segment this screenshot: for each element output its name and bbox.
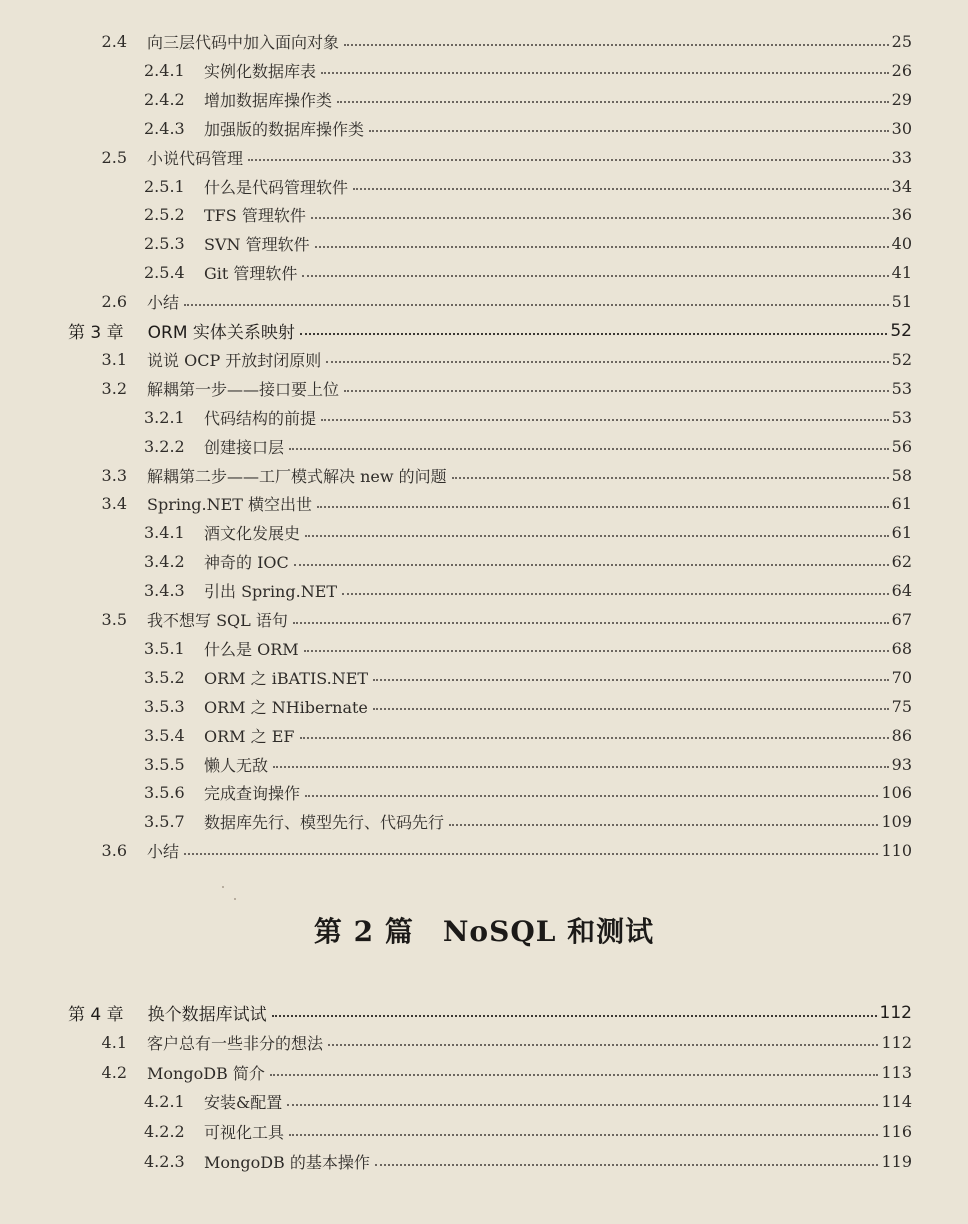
toc-entry-title: 酒文化发展史 — [204, 524, 301, 544]
toc-entry-title: ORM 之 NHibernate — [204, 697, 368, 717]
toc-entry — [0, 27, 912, 56]
toc-entry — [0, 200, 912, 229]
toc-entry-title: 创建接口层 — [204, 437, 285, 457]
toc-entry-number: 4.2.1 — [144, 1092, 185, 1112]
toc-entry-title: ORM 之 iBATIS.NET — [204, 668, 369, 688]
toc-entry-title: 懒人无敌 — [204, 755, 269, 775]
toc-entry-page: 41 — [891, 263, 912, 283]
toc-entry — [0, 547, 912, 576]
toc-entry-number: 第 3 章 — [68, 323, 124, 343]
toc-dot-leader — [270, 1074, 879, 1076]
toc-entry-page: 25 — [891, 32, 912, 51]
toc-entry-number: 3.3 — [101, 465, 127, 485]
toc-entry-page: 40 — [891, 234, 912, 254]
toc-entry-page: 116 — [881, 1122, 912, 1142]
toc-entry-number: 2.5.2 — [144, 205, 185, 225]
toc-entry-title: 什么是代码管理软件 — [204, 177, 349, 197]
toc-dot-leader — [287, 1104, 878, 1106]
toc-entry-number: 4.2.3 — [144, 1152, 185, 1171]
toc-dot-leader — [373, 679, 889, 681]
toc-entry-title: 什么是 ORM — [204, 639, 299, 659]
toc-dot-leader — [184, 304, 889, 306]
toc-entry-page: 114 — [881, 1092, 912, 1112]
toc-entry — [0, 518, 912, 547]
toc-entry-title: MongoDB 的基本操作 — [204, 1153, 370, 1172]
toc-entry — [0, 1147, 912, 1176]
toc-entry-number: 2.5.1 — [144, 176, 185, 196]
toc-entry-number: 3.5.2 — [144, 667, 185, 687]
toc-dot-leader — [328, 1044, 878, 1046]
toc-entry — [0, 778, 912, 807]
toc-entry — [0, 374, 912, 403]
toc-entry-page: 86 — [891, 725, 912, 745]
toc-entry-number: 3.4.1 — [144, 523, 185, 543]
toc-entry-page: 119 — [881, 1152, 912, 1171]
toc-entry-title: 加强版的数据库操作类 — [204, 119, 365, 139]
toc-dot-leader — [184, 853, 878, 855]
toc-entry-title: 安装&配置 — [204, 1093, 283, 1113]
toc-entry-page: 67 — [891, 610, 912, 629]
toc-entry-title: 可视化工具 — [204, 1123, 285, 1143]
toc-entry-title: SVN 管理软件 — [204, 235, 310, 255]
toc-dot-leader — [305, 795, 878, 797]
toc-chapter-entry — [0, 998, 912, 1027]
toc-dot-leader — [248, 159, 889, 161]
toc-dot-leader — [321, 72, 889, 74]
toc-entry-title: 向三层代码中加入面向对象 — [147, 33, 340, 52]
toc-dot-leader — [300, 333, 887, 335]
toc-entry-page: 51 — [891, 292, 912, 312]
toc-dot-leader — [302, 275, 888, 277]
toc-entry-number: 3.4.2 — [144, 552, 185, 572]
toc-dot-leader — [289, 448, 889, 450]
toc-entry-page: 52 — [891, 349, 912, 369]
toc-dot-leader — [353, 188, 889, 190]
toc-entry-number: 4.2.2 — [144, 1122, 185, 1142]
toc-chapter-entry — [0, 316, 912, 345]
toc-entry-page: 52 — [890, 320, 912, 341]
toc-entry — [0, 807, 912, 836]
toc-entry-page: 93 — [891, 754, 912, 774]
toc-entry-title: Spring.NET 横空出世 — [147, 495, 313, 515]
toc-entry — [0, 605, 912, 634]
toc-entry-title: ORM 之 EF — [204, 726, 295, 746]
toc-dot-leader — [344, 390, 889, 392]
toc-entry-number: 2.5.3 — [144, 234, 185, 254]
toc-dot-leader — [373, 708, 889, 710]
toc-entry-page: 112 — [881, 1032, 912, 1052]
toc-entry-page: 26 — [891, 60, 912, 80]
toc-entry-title: 小结 — [147, 842, 180, 862]
toc-entry-number: 3.5 — [101, 610, 127, 629]
toc-dot-leader — [300, 737, 889, 739]
toc-entry-page: 110 — [881, 841, 912, 861]
toc-entry — [0, 663, 912, 692]
toc-entry-number: 4.2 — [101, 1062, 127, 1082]
toc-entry — [0, 634, 912, 663]
toc-entry — [0, 692, 912, 721]
toc-entry-title: 说说 OCP 开放封闭原则 — [147, 350, 322, 370]
toc-entry-page: 61 — [891, 494, 912, 514]
toc-dot-leader — [321, 419, 889, 421]
toc-entry — [0, 836, 912, 865]
toc-entry-title: 我不想写 SQL 语句 — [147, 611, 288, 630]
toc-entry-number: 2.4.2 — [144, 89, 185, 109]
toc-entry — [0, 721, 912, 750]
toc-dot-leader — [326, 361, 888, 363]
toc-entry — [0, 114, 912, 143]
toc-entry-title: 引出 Spring.NET — [204, 582, 338, 602]
toc-entry-number: 2.4.3 — [144, 118, 185, 138]
toc-entry — [0, 461, 912, 490]
toc-entry — [0, 85, 912, 114]
toc-entry-page: 33 — [891, 147, 912, 167]
toc-dot-leader — [305, 535, 889, 537]
toc-entry-title: 增加数据库操作类 — [204, 90, 333, 110]
toc-entry-number: 3.2 — [101, 378, 127, 398]
toc-entry-number: 3.5.5 — [144, 754, 185, 774]
toc-entry-title: 换个数据库试试 — [147, 1005, 267, 1025]
toc-entry-page: 30 — [891, 118, 912, 138]
toc-entry-title: 完成查询操作 — [204, 784, 301, 804]
toc-entry-page: 68 — [891, 638, 912, 658]
toc-dot-leader — [344, 44, 889, 46]
toc-entry-page: 56 — [891, 436, 912, 456]
toc-entry-title: 神奇的 IOC — [204, 553, 289, 573]
toc-entry-title: Git 管理软件 — [204, 264, 298, 284]
toc-entry — [0, 403, 912, 432]
toc-dot-leader — [452, 477, 889, 479]
toc-entry-number: 3.5.3 — [144, 696, 185, 716]
toc-entry-title: 数据库先行、模型先行、代码先行 — [204, 813, 445, 833]
toc-entry — [0, 345, 912, 374]
toc-entry-page: 75 — [891, 696, 912, 716]
toc-entry-page: 58 — [891, 465, 912, 485]
toc-entry-title: 小说代码管理 — [147, 148, 244, 168]
toc-entry — [0, 1087, 912, 1116]
toc-entry-number: 第 4 章 — [68, 1005, 124, 1025]
toc-entry-page: 106 — [881, 783, 912, 803]
toc-entry-title: 小结 — [147, 293, 180, 313]
toc-entry-number: 2.4 — [101, 32, 127, 51]
toc-entry-title: 代码结构的前提 — [204, 408, 317, 428]
toc-entry — [0, 1117, 912, 1146]
toc-entry-page: 29 — [891, 89, 912, 109]
toc-entry — [0, 576, 912, 605]
toc-entry-page: 70 — [891, 667, 912, 687]
toc-entry-page: 53 — [891, 407, 912, 427]
toc-entry-number: 3.6 — [101, 841, 127, 861]
toc-entry-number: 3.5.4 — [144, 725, 185, 745]
toc-entry-page: 61 — [891, 523, 912, 543]
toc-entry-number: 3.2.1 — [144, 407, 185, 427]
toc-entry-number: 2.6 — [101, 292, 127, 312]
toc-entry-number: 3.5.6 — [144, 783, 185, 803]
toc-dot-leader — [293, 622, 889, 624]
toc-entry-page: 62 — [891, 552, 912, 572]
toc-entry-title: 实例化数据库表 — [204, 61, 317, 81]
toc-entry-page: 34 — [891, 176, 912, 196]
toc-entry — [0, 489, 912, 518]
toc-entry — [0, 750, 912, 779]
toc-dot-leader — [337, 101, 889, 103]
toc-dot-leader — [369, 130, 889, 132]
toc-entry — [0, 258, 912, 287]
toc-dot-leader — [273, 766, 889, 768]
toc-entry-title: ORM 实体关系映射 — [147, 323, 295, 343]
toc-dot-leader — [289, 1134, 878, 1136]
toc-entry-number: 3.4 — [101, 494, 127, 514]
toc-entry-page: 112 — [879, 1002, 912, 1023]
toc-entry — [0, 229, 912, 258]
part-heading: 第 2 篇 NoSQL 和测试 — [313, 915, 655, 948]
toc-entry-number: 3.4.3 — [144, 581, 185, 601]
toc-dot-leader — [315, 246, 889, 248]
toc-entry — [0, 287, 912, 316]
toc-entry-title: 解耦第二步——工厂模式解决 new 的问题 — [147, 466, 447, 486]
toc-entry-title: TFS 管理软件 — [204, 206, 306, 226]
paper-speck — [234, 898, 236, 900]
toc-entry-number: 2.5.4 — [144, 263, 185, 283]
toc-entry-page: 113 — [881, 1062, 912, 1082]
toc-entry — [0, 1058, 912, 1087]
toc-entry-page: 36 — [891, 205, 912, 225]
toc-dot-leader — [449, 824, 878, 826]
toc-entry-number: 3.5.7 — [144, 812, 185, 832]
toc-dot-leader — [304, 650, 889, 652]
toc-entry — [0, 172, 912, 201]
toc-entry-title: 客户总有一些非分的想法 — [147, 1033, 324, 1053]
toc-entry — [0, 143, 912, 172]
toc-dot-leader — [317, 506, 889, 508]
toc-entry-number: 3.5.1 — [144, 638, 185, 658]
toc-dot-leader — [375, 1164, 879, 1166]
toc-entry-page: 53 — [891, 378, 912, 398]
toc-entry-number: 3.2.2 — [144, 436, 185, 456]
toc-entry-number: 2.4.1 — [144, 60, 185, 80]
toc-entry-title: MongoDB 简介 — [147, 1063, 265, 1083]
toc-dot-leader — [311, 217, 889, 219]
toc-entry — [0, 56, 912, 85]
toc-entry-page: 109 — [881, 812, 912, 832]
toc-entry-number: 4.1 — [101, 1032, 127, 1052]
toc-dot-leader — [272, 1015, 877, 1017]
toc-entry-number: 3.1 — [101, 349, 127, 369]
toc-entry — [0, 432, 912, 461]
toc-dot-leader — [294, 564, 889, 566]
toc-entry — [0, 1028, 912, 1057]
toc-entry-number: 2.5 — [101, 147, 127, 167]
toc-dot-leader — [342, 593, 889, 595]
toc-entry-title: 解耦第一步——接口要上位 — [147, 379, 340, 399]
toc-entry-page: 64 — [891, 581, 912, 601]
paper-speck — [222, 886, 224, 888]
